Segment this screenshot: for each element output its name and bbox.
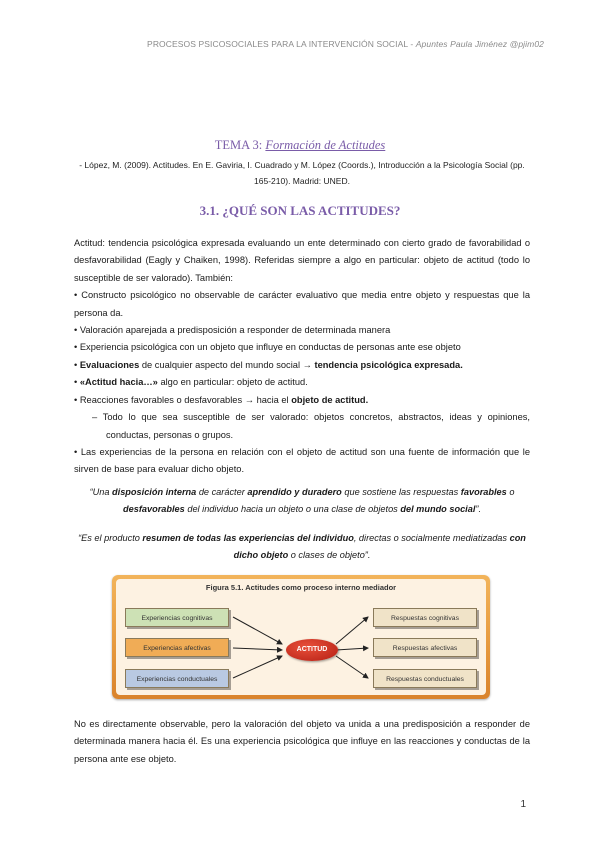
title-prefix: TEMA 3: [214, 138, 266, 152]
list-item: • Reacciones favorables o desfavorables → hacia el objeto de actitud. [74, 394, 369, 405]
list-item: • Las experiencias de la persona en relación con el objeto de actitud son una fuente de información que le sirven de base para evaluar dicho objeto. [74, 447, 530, 475]
list-item: • Constructo psicológico no observable de carácter evaluativo que media entre objeto y respuestas que la persona da. [74, 290, 531, 318]
arrow-behavioral-out [336, 656, 368, 678]
box-affective-responses: Respuestas afectivas [373, 638, 477, 657]
page-number: 1 [520, 799, 526, 810]
list-item: • Evaluaciones de cualquier aspecto del mundo social → tendencia psicológica expresada. [74, 360, 463, 370]
arrow-affective-out [336, 648, 368, 650]
figure-attitudes [112, 575, 490, 699]
box-affective-experiences: Experiencias afectivas [125, 638, 229, 657]
intro-paragraph [74, 235, 530, 357]
box-behavioral-experiences: Experiencias conductuales [125, 669, 229, 688]
arrow-cognitive-in [233, 617, 282, 644]
bibliographic-reference: - López, M. (2009). Actitudes. En E. Gaviria, I. Cuadrado y M. López (Coords.), Introducción a la Psicología Social (pp. 165-210). Madrid: UNED. [79, 160, 525, 186]
figure-panel [116, 579, 486, 695]
page-title [0, 138, 600, 153]
bullet-list [74, 357, 530, 479]
section-title: 3.1. ¿QUÉ SON LAS ACTITUDES? [199, 203, 401, 218]
closing-paragraph: No es directamente observable, pero la valoración del objeto va unida a una predisposición a responder de determinada manera hacia él. Es una experiencia psicológica que influye en las reacciones y conductas de la persona ante ese objeto. [74, 719, 530, 764]
box-cognitive-experiences: Experiencias cognitivas [125, 608, 229, 627]
figure-title: Figura 5.1. Actitudes como proceso interno mediador [205, 583, 397, 592]
header-course: PROCESOS PSICOSOCIALES PARA LA INTERVENCIÓN SOCIAL - [147, 39, 416, 49]
list-item: • Valoración aparejada a predisposición a responder de determinada manera [74, 325, 391, 336]
header-author: Apuntes Paula Jiménez @pjim02 [415, 39, 544, 49]
quote-definition: “Una disposición interna de carácter aprendido y duradero que sostiene las respuestas favorables o desfavorables del individuo hacia un objeto o una clase de objetos del mundo social”. [89, 487, 515, 514]
box-behavioral-responses: Respuestas conductuales [373, 669, 477, 688]
list-item: • Experiencia psicológica con un objeto que influye en conductas de personas ante ese objeto [74, 342, 461, 353]
page-header [147, 39, 544, 49]
title-topic: Formación de Actitudes [265, 138, 386, 152]
sub-list-item: – Todo lo que sea susceptible de ser valorado: objetos concretos, abstractos, ideas y opiniones, conductas, personas o grupos. [92, 412, 530, 440]
quote-product: “Es el producto resumen de todas las experiencias del individuo, directas o socialmente mediatizadas con dicho objeto o clases de objeto”. [78, 533, 526, 560]
arrow-behavioral-in [233, 656, 282, 678]
list-item: • «Actitud hacia…» algo en particular: objeto de actitud. [74, 377, 308, 388]
attitude-node: ACTITUD [286, 639, 338, 661]
arrow-cognitive-out [336, 617, 368, 644]
box-cognitive-responses: Respuestas cognitivas [373, 608, 477, 627]
arrow-affective-in [233, 648, 282, 650]
intro-text: Actitud: tendencia psicológica expresada evaluando un ente determinado con cierto grado de favorabilidad o desfavorabilidad (Eagly y Chaiken, 1998). Referidas siempre a algo en particular: objeto de actitud (todo lo susceptible de ser valorado). También: [74, 238, 530, 283]
